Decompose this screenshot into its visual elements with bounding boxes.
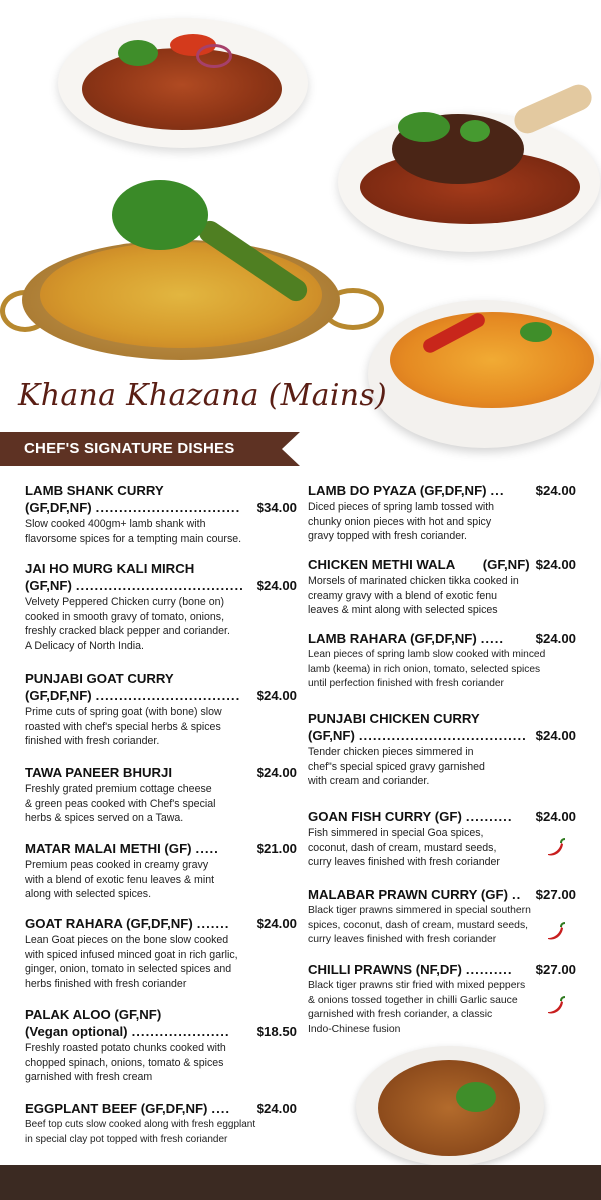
dot-leader: ....... <box>196 916 230 931</box>
dot-leader: ............................... <box>95 688 241 703</box>
dot-leader: ............................... <box>95 500 241 515</box>
dish-tags: (GF,NF) <box>25 578 72 593</box>
dish-name: LAMB RAHARA (GF,DF,NF) <box>308 631 477 646</box>
dish-name: CHICKEN METHI WALA <box>308 557 456 572</box>
dish-name: TAWA PANEER BHURJI <box>25 765 173 780</box>
dish-name: GOAN FISH CURRY (GF) <box>308 809 462 824</box>
dot-leader: .......... <box>465 962 513 977</box>
dish-name: LAMB SHANK CURRY <box>25 483 164 498</box>
dish-description: Fish simmered in special Goa spices, coconut, dash of cream, mustard seeds, curry leaves finished with fresh coriander <box>308 827 500 868</box>
dish-tags: (GF,NF) <box>482 557 530 572</box>
dish-name: JAI HO MURG KALI MIRCH <box>25 561 195 576</box>
dish-description: Beef top cuts slow cooked along with fresh eggplant in special clay pot topped with fresh coriander <box>25 1119 256 1145</box>
dish-description: Prime cuts of spring goat (with bone) slow roasted with chef's special herbs & spices finished with fresh coriander. <box>25 706 222 747</box>
coriander-garnish <box>398 112 450 142</box>
menu-item-goat-rahara <box>25 915 297 991</box>
section-banner-label: CHEF'S SIGNATURE DISHES <box>24 440 235 457</box>
dish-name: MALABAR PRAWN CURRY (GF) <box>308 887 508 902</box>
dish-description: Freshly grated premium cottage cheese & green peas cooked with Chef's special herbs & spices served on a Tawa. <box>25 783 216 824</box>
chili-icon <box>544 836 566 858</box>
dish-price: $21.00 <box>256 841 297 856</box>
dish-tags: (GF,NF) <box>308 728 355 743</box>
dish-price: $24.00 <box>535 809 576 824</box>
menu-item-chilli-prawns <box>308 961 576 1037</box>
dish-name: PALAK ALOO (GF,NF) <box>25 1007 162 1022</box>
dot-leader: ..... <box>480 631 505 646</box>
menu-item-palak-aloo <box>25 1006 297 1085</box>
dish-description: Lean pieces of spring lamb slow cooked with minced lamb (keema) in rich onion, tomato, selected spices until perfection finished with fresh coriander <box>308 649 546 689</box>
dish-description: Slow cooked 400gm+ lamb shank with flavorsome spices for a tempting main course. <box>25 518 242 545</box>
footer-bar <box>0 1165 601 1200</box>
coriander-garnish <box>456 1082 496 1112</box>
menu-item-goan-fish-curry <box>308 808 576 870</box>
menu-item-chicken-methi-wala <box>308 556 576 618</box>
menu-item-malabar-prawn-curry <box>308 886 576 948</box>
dish-tags: (GF,DF,NF) <box>25 500 92 515</box>
dot-leader: .. <box>512 887 522 902</box>
page-title: Khana Khazana (Mains) <box>18 378 388 413</box>
coriander-garnish <box>112 180 208 250</box>
coriander-garnish <box>520 322 552 342</box>
dot-leader: ..... <box>195 841 219 856</box>
dish-name: LAMB DO PYAZA (GF,DF,NF) <box>308 483 487 498</box>
dish-price: $27.00 <box>535 962 576 977</box>
menu-item-matar-malai-methi <box>25 840 297 902</box>
dot-leader: ..................... <box>131 1024 230 1039</box>
dish-price: $18.50 <box>256 1024 297 1039</box>
dish-name: MATAR MALAI METHI (GF) <box>25 841 192 856</box>
menu-item-tawa-paneer-bhurji <box>25 764 297 826</box>
dish-price: $24.00 <box>256 916 297 931</box>
dish-description: Premium peas cooked in creamy gravy with a blend of exotic fenu leaves & mint along with selected spices. <box>25 859 215 900</box>
dish-price: $24.00 <box>535 728 576 743</box>
onion-ring <box>196 44 232 68</box>
menu-item-lamb-shank-curry <box>25 482 297 546</box>
dish-description: Diced pieces of spring lamb tossed with chunky onion pieces with hot and spicy gravy topped with fresh coriander. <box>308 501 495 542</box>
dish-price: $24.00 <box>256 1101 297 1116</box>
prawn-curry <box>390 312 594 408</box>
dish-description: Morsels of marinated chicken tikka cooked in creamy gravy with a blend of exotic fenu leaves & mint along with selected spices <box>308 575 519 616</box>
dot-leader: .......... <box>465 809 513 824</box>
dish-price: $24.00 <box>256 765 297 780</box>
dish-description: Freshly roasted potato chunks cooked with chopped spinach, onions, tomato & spices garnished with fresh cream <box>25 1042 226 1083</box>
dish-description: Lean Goat pieces on the bone slow cooked with spiced infused minced goat in rich garlic, ginger, onion, tomato in selected spices and herbs finished with fresh coriander <box>25 934 238 990</box>
dish-name: CHILLI PRAWNS (NF,DF) <box>308 962 462 977</box>
dish-name: EGGPLANT BEEF (GF,DF,NF) <box>25 1101 208 1116</box>
menu-item-punjabi-chicken-curry <box>308 710 576 789</box>
dish-price: $24.00 <box>256 578 297 593</box>
mince-curry <box>82 48 282 130</box>
menu-item-punjabi-goat-curry <box>25 670 297 749</box>
menu-item-lamb-do-pyaza <box>308 482 576 544</box>
coriander-garnish <box>460 120 490 142</box>
dish-price: $24.00 <box>535 557 576 572</box>
menu-item-jai-ho-murg-kali-mirch <box>25 560 297 653</box>
dot-leader: .................................... <box>358 728 527 743</box>
dot-leader: ... <box>490 483 505 498</box>
coriander-garnish <box>118 40 158 66</box>
dish-description: Velvety Peppered Chicken curry (bone on) cooked in smooth gravy of tomato, onions, freshly cracked black pepper and coriander. A Delicacy of North India. <box>25 596 230 652</box>
dish-tags: (Vegan optional) <box>25 1024 128 1039</box>
dot-leader: .... <box>211 1101 231 1116</box>
dish-description: Black tiger prawns simmered in special southern spices, coconut, dash of cream, mustard seeds, curry leaves finished with fresh coriander <box>308 905 531 945</box>
dish-price: $34.00 <box>256 500 297 515</box>
dish-description: Tender chicken pieces simmered in chef"s special spiced gravy garnished with cream and coriander. <box>308 746 485 787</box>
chili-icon <box>544 994 566 1016</box>
dish-name: PUNJABI GOAT CURRY <box>25 671 174 686</box>
dot-leader: .................................... <box>75 578 244 593</box>
menu-item-lamb-rahara <box>308 630 576 692</box>
bottom-curry <box>378 1060 520 1156</box>
dish-price: $24.00 <box>535 483 576 498</box>
dish-tags: (GF,DF,NF) <box>25 688 92 703</box>
dish-price: $24.00 <box>535 631 576 646</box>
dish-description: Black tiger prawns stir fried with mixed peppers & onions tossed together in chilli Garlic sauce garnished with fresh coriander, a classic Indo-Chinese fusion <box>308 980 526 1035</box>
dish-price: $24.00 <box>256 688 297 703</box>
dot-leader <box>176 764 251 781</box>
dish-name: GOAT RAHARA (GF,DF,NF) <box>25 916 193 931</box>
chili-icon <box>544 920 566 942</box>
menu-item-eggplant-beef <box>25 1100 297 1147</box>
dish-name: PUNJABI CHICKEN CURRY <box>308 711 480 726</box>
food-photo-collage <box>0 0 601 430</box>
dish-price: $27.00 <box>535 887 576 902</box>
paneer-bhurji <box>40 242 322 348</box>
